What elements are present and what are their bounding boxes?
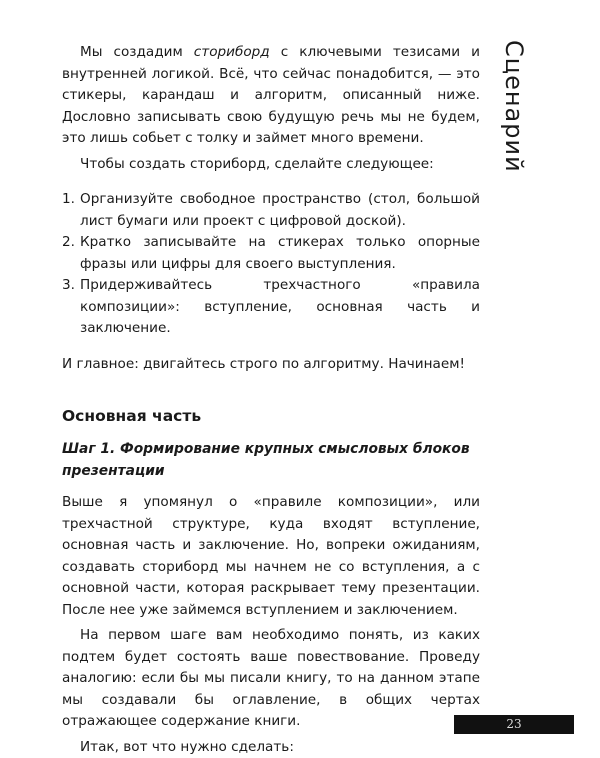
intro-text-italic: сториборд [194, 44, 270, 60]
intro-paragraph-1 [62, 42, 480, 150]
main-rule-paragraph: И главное: двигайтесь строго по алгоритму. Начинаем! [62, 354, 480, 376]
body-paragraph-1: Выше я упомянул о «правиле композиции», или трехчастной структуре, куда входят вступление, основная часть и заключение. Но, вопреки ожиданиям, создавать сториборд мы начнем не со вступления, а с основной части, которая раскрывает тему презентации. После нее уже займемся вступлением и заключением. [62, 492, 480, 621]
list-item-number: 2. [62, 232, 75, 254]
body-paragraph-2: На первом шаге вам необходимо понять, из каких подтем будет состоять ваше повествование. Проведу аналогию: если бы мы писали книгу, то на данном этапе мы создавали бы оглавление, в общих чертах отражающее содержание книги. [62, 625, 480, 733]
list-item-text: Организуйте свободное пространство (стол, большой лист бумаги или проект с цифровой доской). [80, 191, 480, 229]
intro-paragraph-2: Чтобы создать сториборд, сделайте следующее: [62, 154, 480, 176]
chapter-side-title: Сценарий [500, 40, 528, 173]
steps-list [62, 189, 480, 340]
page-content [62, 42, 480, 758]
list-item-text: Кратко записывайте на стикерах только опорные фразы или цифры для своего выступления. [80, 234, 480, 272]
list-item-number: 1. [62, 189, 75, 211]
section-heading: Основная часть [62, 405, 480, 427]
page-number: 23 [454, 715, 574, 734]
list-item [62, 232, 480, 275]
list-item-text: Придерживайтесь трехчастного «правила композиции»: вступление, основная часть и заключение. [80, 277, 480, 336]
list-item [62, 189, 480, 232]
step-heading: Шаг 1. Формирование крупных смысловых блоков презентации [62, 439, 480, 482]
body-paragraph-3: Итак, вот что нужно сделать: [62, 737, 480, 758]
intro-text-part2: с ключевыми тезисами и внутренней логикой. Всё, что сейчас понадобится, — это стикеры, карандаш и алгоритм, описанный ниже. Дословно записывать свою будущую речь мы не будем, это лишь собьет с толку и займет много времени. [62, 44, 480, 146]
intro-text-part1: Мы создадим [80, 44, 194, 60]
list-item-number: 3. [62, 275, 75, 297]
list-item [62, 275, 480, 340]
